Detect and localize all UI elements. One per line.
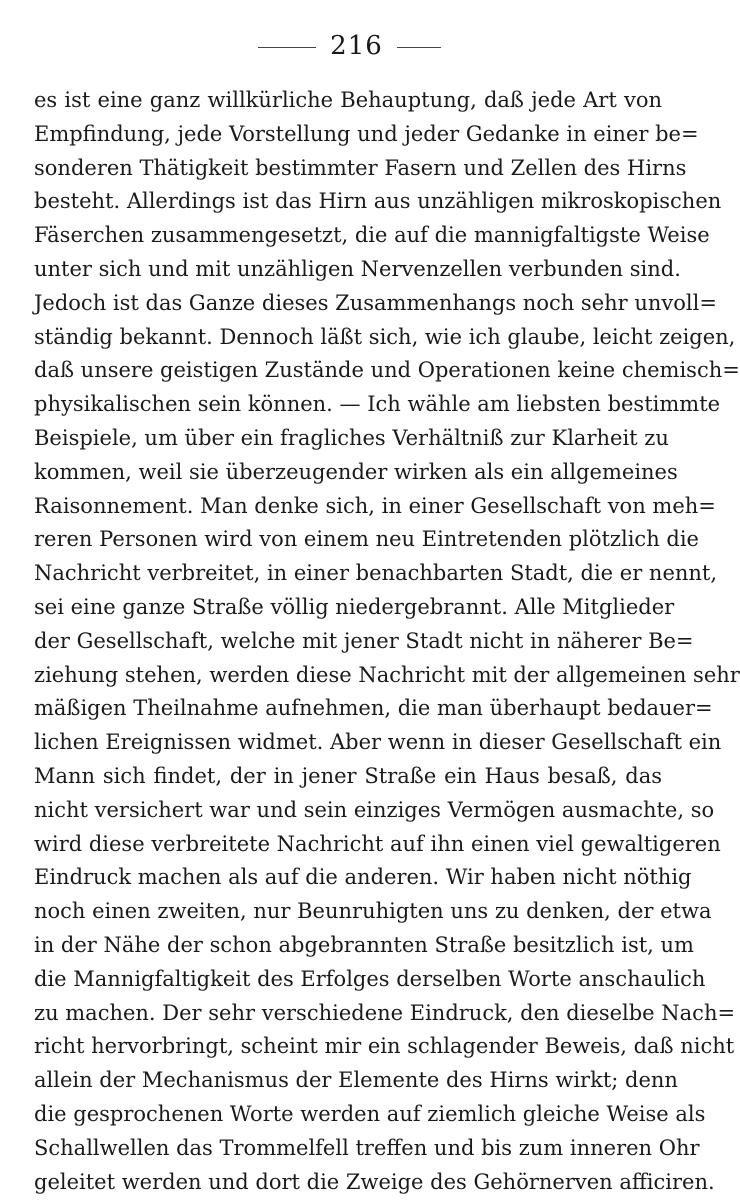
text-line: Mann sich findet, der in jener Straße ein Haus besaß, das: [34, 763, 662, 788]
text-line: unter sich und mit unzähligen Nervenzellen verbunden sind.: [34, 256, 681, 281]
text-line: die gesprochenen Worte werden auf ziemlich gleiche Weise als: [34, 1101, 706, 1126]
text-line: allein der Mechanismus der Elemente des Hirns wirkt; denn: [34, 1068, 678, 1093]
body-text: [34, 84, 740, 1199]
text-line: ziehung stehen, werden diese Nachricht mit der allgemeinen sehr: [34, 662, 740, 687]
page-number: 216: [330, 31, 383, 61]
text-line: die Mannigfaltigkeit des Erfolges derselben Worte anschaulich: [34, 966, 706, 991]
page-header: [0, 28, 697, 64]
text-line: Beispiele, um über ein fragliches Verhältniß zur Klarheit zu: [34, 425, 669, 450]
text-line: Fäserchen zusammengesetzt, die auf die mannigfaltigste Weise: [34, 223, 710, 248]
text-line: ständig bekannt. Dennoch läßt sich, wie ich glaube, leicht zeigen,: [34, 324, 736, 349]
header-rule-right: [397, 47, 441, 48]
text-line: Nachricht verbreitet, in einer benachbarten Stadt, die er nennt,: [34, 561, 718, 586]
text-line: lichen Ereignissen widmet. Aber wenn in dieser Gesellschaft ein: [34, 730, 722, 755]
text-line: Raisonnement. Man denke sich, in einer Gesellschaft von meh=: [34, 493, 716, 518]
text-line: der Gesellschaft, welche mit jener Stadt nicht in näherer Be=: [34, 628, 694, 653]
text-line: daß unsere geistigen Zustände und Operationen keine chemisch=: [34, 358, 740, 383]
text-line: physikalischen sein können. — Ich wähle am liebsten bestimmte: [34, 392, 721, 417]
text-line: geleitet werden und dort die Zweige des Gehörnerven afficiren.: [34, 1169, 715, 1194]
text-line: in der Nähe der schon abgebrannten Straße besitzlich ist, um: [34, 932, 694, 957]
text-line: reren Personen wird von einem neu Eintretenden plötzlich die: [34, 527, 699, 552]
text-line: es ist eine ganz willkürliche Behauptung, daß jede Art von: [34, 88, 662, 112]
text-line: mäßigen Theilnahme aufnehmen, die man überhaupt bedauer=: [34, 696, 713, 721]
text-line: wird diese verbreitete Nachricht auf ihn einen viel gewaltigeren: [34, 831, 721, 856]
text-line: besteht. Allerdings ist das Hirn aus unzähligen mikroskopischen: [34, 189, 722, 214]
text-line: nicht versichert war und sein einziges Vermögen ausmachte, so: [34, 797, 715, 822]
text-line: sei eine ganze Straße völlig niedergebrannt. Alle Mitglieder: [34, 594, 675, 619]
header-rule-left: [258, 47, 316, 48]
text-line: kommen, weil sie überzeugender wirken als ein allgemeines: [34, 459, 678, 484]
text-line: richt hervorbringt, scheint mir ein schlagender Beweis, daß nicht: [34, 1034, 735, 1059]
text-line: noch einen zweiten, nur Beunruhigten uns zu denken, der etwa: [34, 899, 712, 924]
text-line: sonderen Thätigkeit bestimmter Fasern und Zellen des Hirns: [34, 155, 687, 180]
text-line: Schallwellen das Trommelfell treffen und bis zum inneren Ohr: [34, 1135, 700, 1160]
text-line: zu machen. Der sehr verschiedene Eindruck, den dieselbe Nach=: [34, 1000, 736, 1025]
text-line: Eindruck machen als auf die anderen. Wir haben nicht nöthig: [34, 865, 692, 890]
text-line: Empfindung, jede Vorstellung und jeder Gedanke in einer be=: [34, 121, 699, 146]
text-line: Jedoch ist das Ganze dieses Zusammenhangs noch sehr unvoll=: [34, 290, 717, 315]
